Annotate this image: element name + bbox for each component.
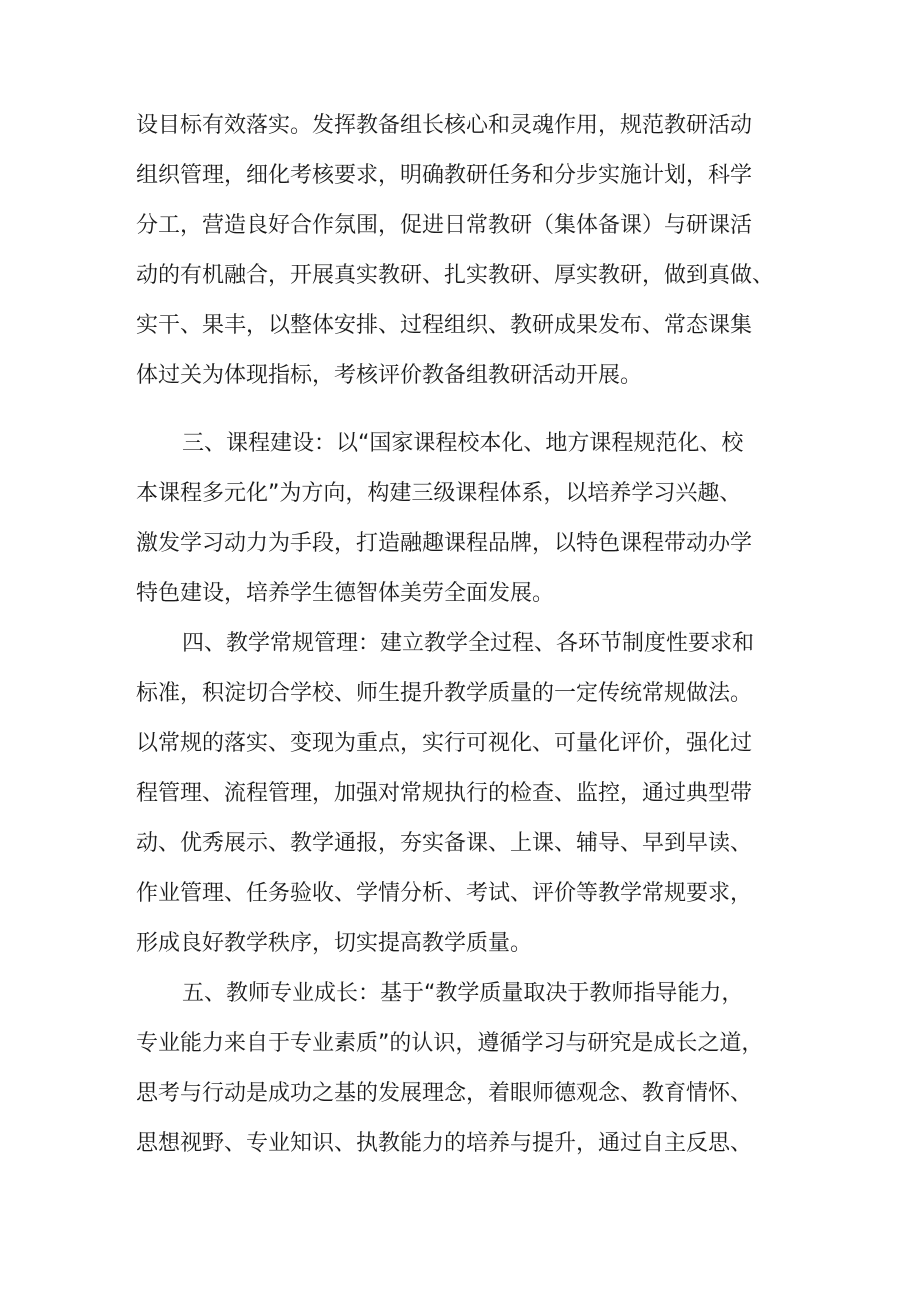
section-heading-line: 四、教学常规管理：建立教学全过程、各环节制度性要求和	[182, 631, 755, 656]
text-line: 作业管理、任务验收、学情分析、考试、评价等教学常规要求，	[136, 881, 753, 906]
text-line: 设目标有效落实。发挥教备组长核心和灵魂作用，规范教研活动	[136, 113, 753, 138]
text-line: 组织管理，细化考核要求，明确教研任务和分步实施计划，科学	[136, 163, 753, 188]
text-line: 动、优秀展示、教学通报，夯实备课、上课、辅导、早到早读、	[136, 831, 753, 856]
text-line: 分工，营造良好合作氛围，促进日常教研（集体备课）与研课活	[136, 213, 753, 238]
text-line: 动的有机融合，开展真实教研、扎实教研、厚实教研，做到真做、	[136, 263, 775, 288]
text-line: 本课程多元化”为方向，构建三级课程体系，以培养学习兴趣、	[136, 481, 742, 506]
text-line: 体过关为体现指标，考核评价教备组教研活动开展。	[136, 363, 643, 388]
text-line: 特色建设，培养学生德智体美劳全面发展。	[136, 581, 555, 606]
text-line: 形成良好教学秩序，切实提高教学质量。	[136, 931, 533, 956]
section-heading-line: 三、课程建设：以“国家课程校本化、地方课程规范化、校	[182, 431, 744, 456]
text-line: 专业能力来自于专业素质”的认识，遵循学习与研究是成长之道，	[136, 1031, 764, 1056]
text-line: 思考与行动是成功之基的发展理念，着眼师德观念、教育情怀、	[136, 1081, 753, 1106]
text-line: 标准，积淀切合学校、师生提升教学质量的一定传统常规做法。	[136, 681, 753, 706]
text-line: 以常规的落实、变现为重点，实行可视化、可量化评价，强化过	[136, 731, 753, 756]
section-heading-line: 五、教师专业成长：基于“教学质量取决于教师指导能力，	[182, 981, 744, 1006]
text-line: 实干、果丰，以整体安排、过程组织、教研成果发布、常态课集	[136, 313, 753, 338]
text-line: 激发学习动力为手段，打造融趣课程品牌，以特色课程带动办学	[136, 531, 753, 556]
text-line: 程管理、流程管理，加强对常规执行的检查、监控，通过典型带	[136, 781, 753, 806]
text-line: 思想视野、专业知识、执教能力的培养与提升，通过自主反思、	[136, 1131, 753, 1156]
